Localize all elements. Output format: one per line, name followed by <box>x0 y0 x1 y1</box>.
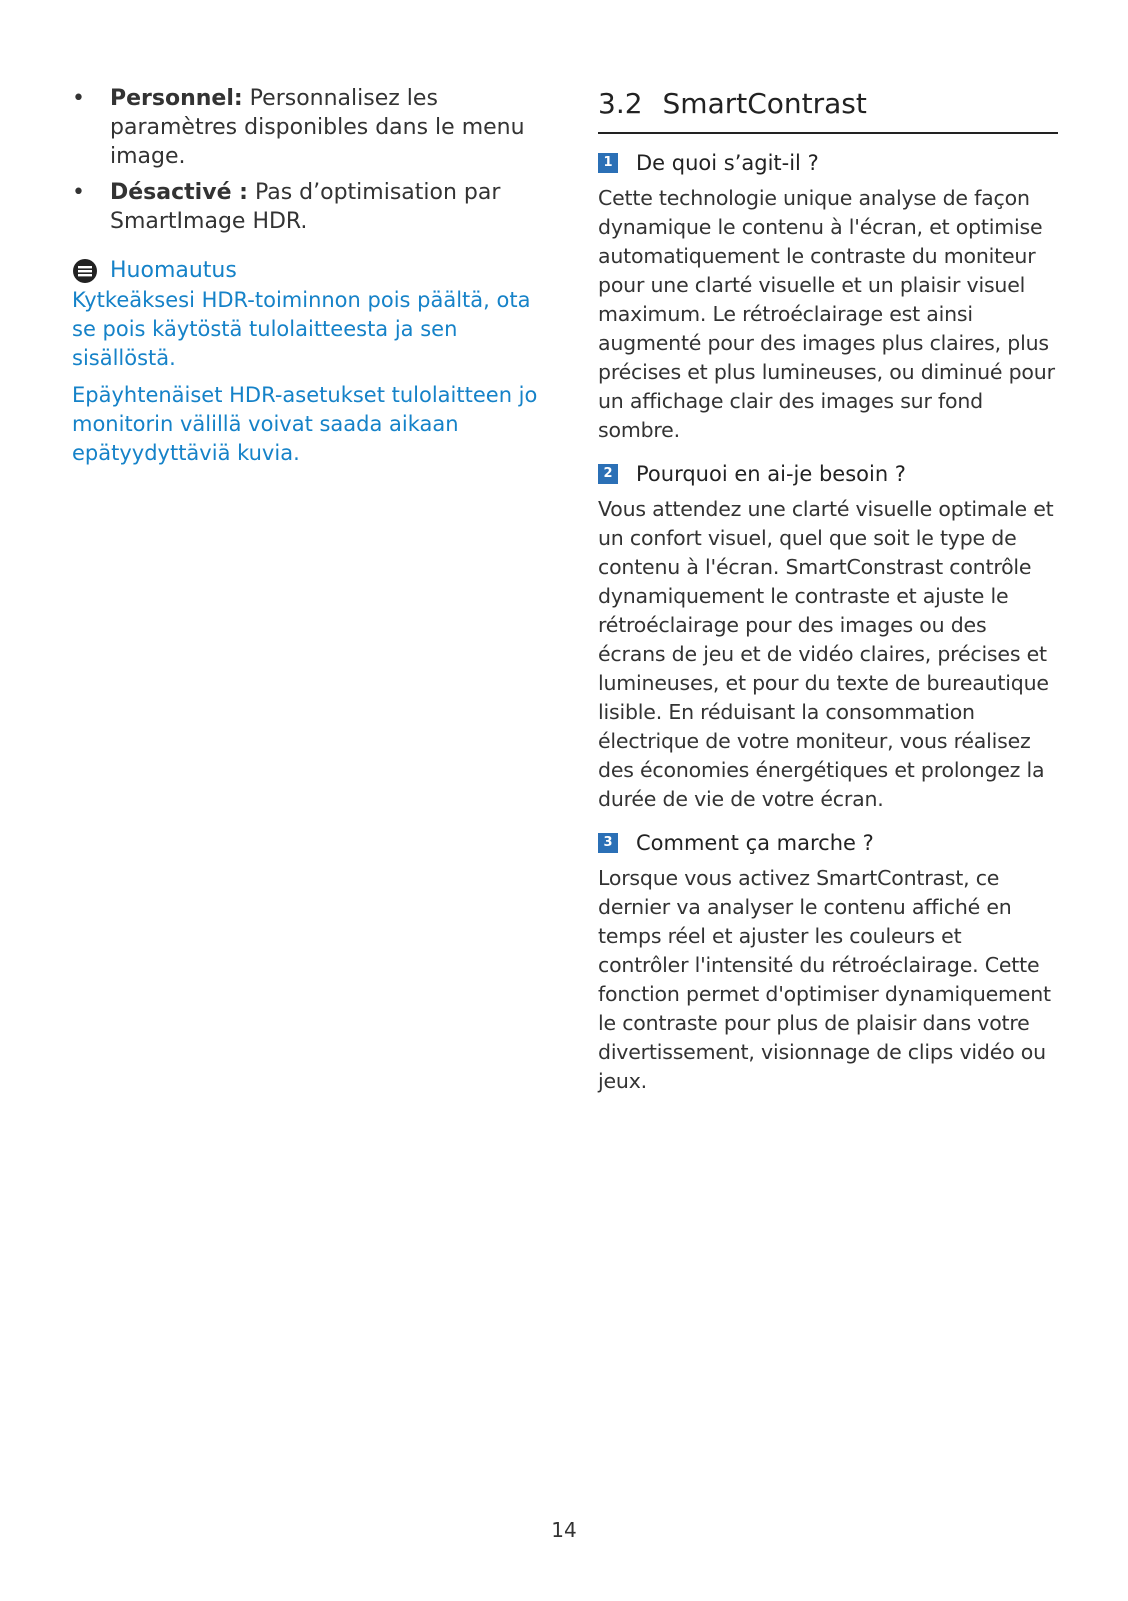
subsection-number-badge: 3 <box>598 833 618 853</box>
note-paragraph: Epäyhtenäiset HDR-asetukset tulolaitteen jo monitorin välillä voivat saada aikaan epätyydyttäviä kuvia. <box>72 383 538 465</box>
page-number: 14 <box>551 1518 577 1542</box>
note-icon <box>72 258 98 284</box>
bullet-item <box>72 178 542 236</box>
left-column <box>72 84 542 476</box>
subsection-heading <box>598 828 1058 858</box>
bullet-item <box>72 84 542 171</box>
note-heading <box>72 256 542 286</box>
note-paragraph: Kytkeäksesi HDR-toiminnon pois päältä, ota se pois käytöstä tulolaitteesta ja sen sisällöstä. <box>72 288 531 370</box>
subsection-heading <box>598 148 1058 178</box>
bullet-dot: • <box>72 86 85 111</box>
bullet-text: Pas d’optimisation par SmartImage HDR. <box>110 180 501 234</box>
right-column <box>598 84 1058 1106</box>
subsection-body: Vous attendez une clarté visuelle optimale et un confort visuel, quel que soit le type de contenu à l'écran. SmartConstrast contrôle dynamiquement le contraste et ajuste le rétroéclairage pour des images ou des écrans de jeu et de vidéo claires, précises et lumineuses, et pour du texte de bureautique lisible. En réduisant la consommation électrique de votre moniteur, vous réalisez des économies énergétiques et prolongez la durée de vie de votre écran. <box>598 497 1054 811</box>
subsection-number-badge: 2 <box>598 464 618 484</box>
section-title-text: SmartContrast <box>662 87 867 120</box>
subsection-title: Pourquoi en ai-je besoin ? <box>636 462 906 486</box>
bullet-term: Désactivé : <box>110 180 248 205</box>
bullet-dot: • <box>72 180 85 205</box>
bullet-term: Personnel: <box>110 86 243 111</box>
subsection-title: Comment ça marche ? <box>636 831 874 855</box>
section-title <box>598 84 1058 134</box>
bullet-text: Personnalisez les paramètres disponibles dans le menu image. <box>110 86 525 169</box>
section-number: 3.2 <box>598 87 643 120</box>
subsection-body: Lorsque vous activez SmartContrast, ce dernier va analyser le contenu affiché en temps réel et ajuster les couleurs et contrôler l'intensité du rétroéclairage. Cette fonction permet d'optimiser dynamiquement le contraste pour plus de plaisir dans votre divertissement, visionnage de clips vidéo ou jeux. <box>598 866 1051 1093</box>
note-title: Huomautus <box>110 258 237 283</box>
subsection-body: Cette technologie unique analyse de façon dynamique le contenu à l'écran, et optimise automatiquement le contraste du moniteur pour une clarté visuelle et un plaisir visuel maximum. Le rétroéclairage est ainsi augmenté pour des images plus claires, plus précises et plus lumineuses, ou diminué pour un affichage clair des images sur fond sombre. <box>598 186 1055 442</box>
subsection-heading <box>598 459 1058 489</box>
subsection-number-badge: 1 <box>598 153 618 173</box>
subsection-title: De quoi s’agit-il ? <box>636 151 819 175</box>
